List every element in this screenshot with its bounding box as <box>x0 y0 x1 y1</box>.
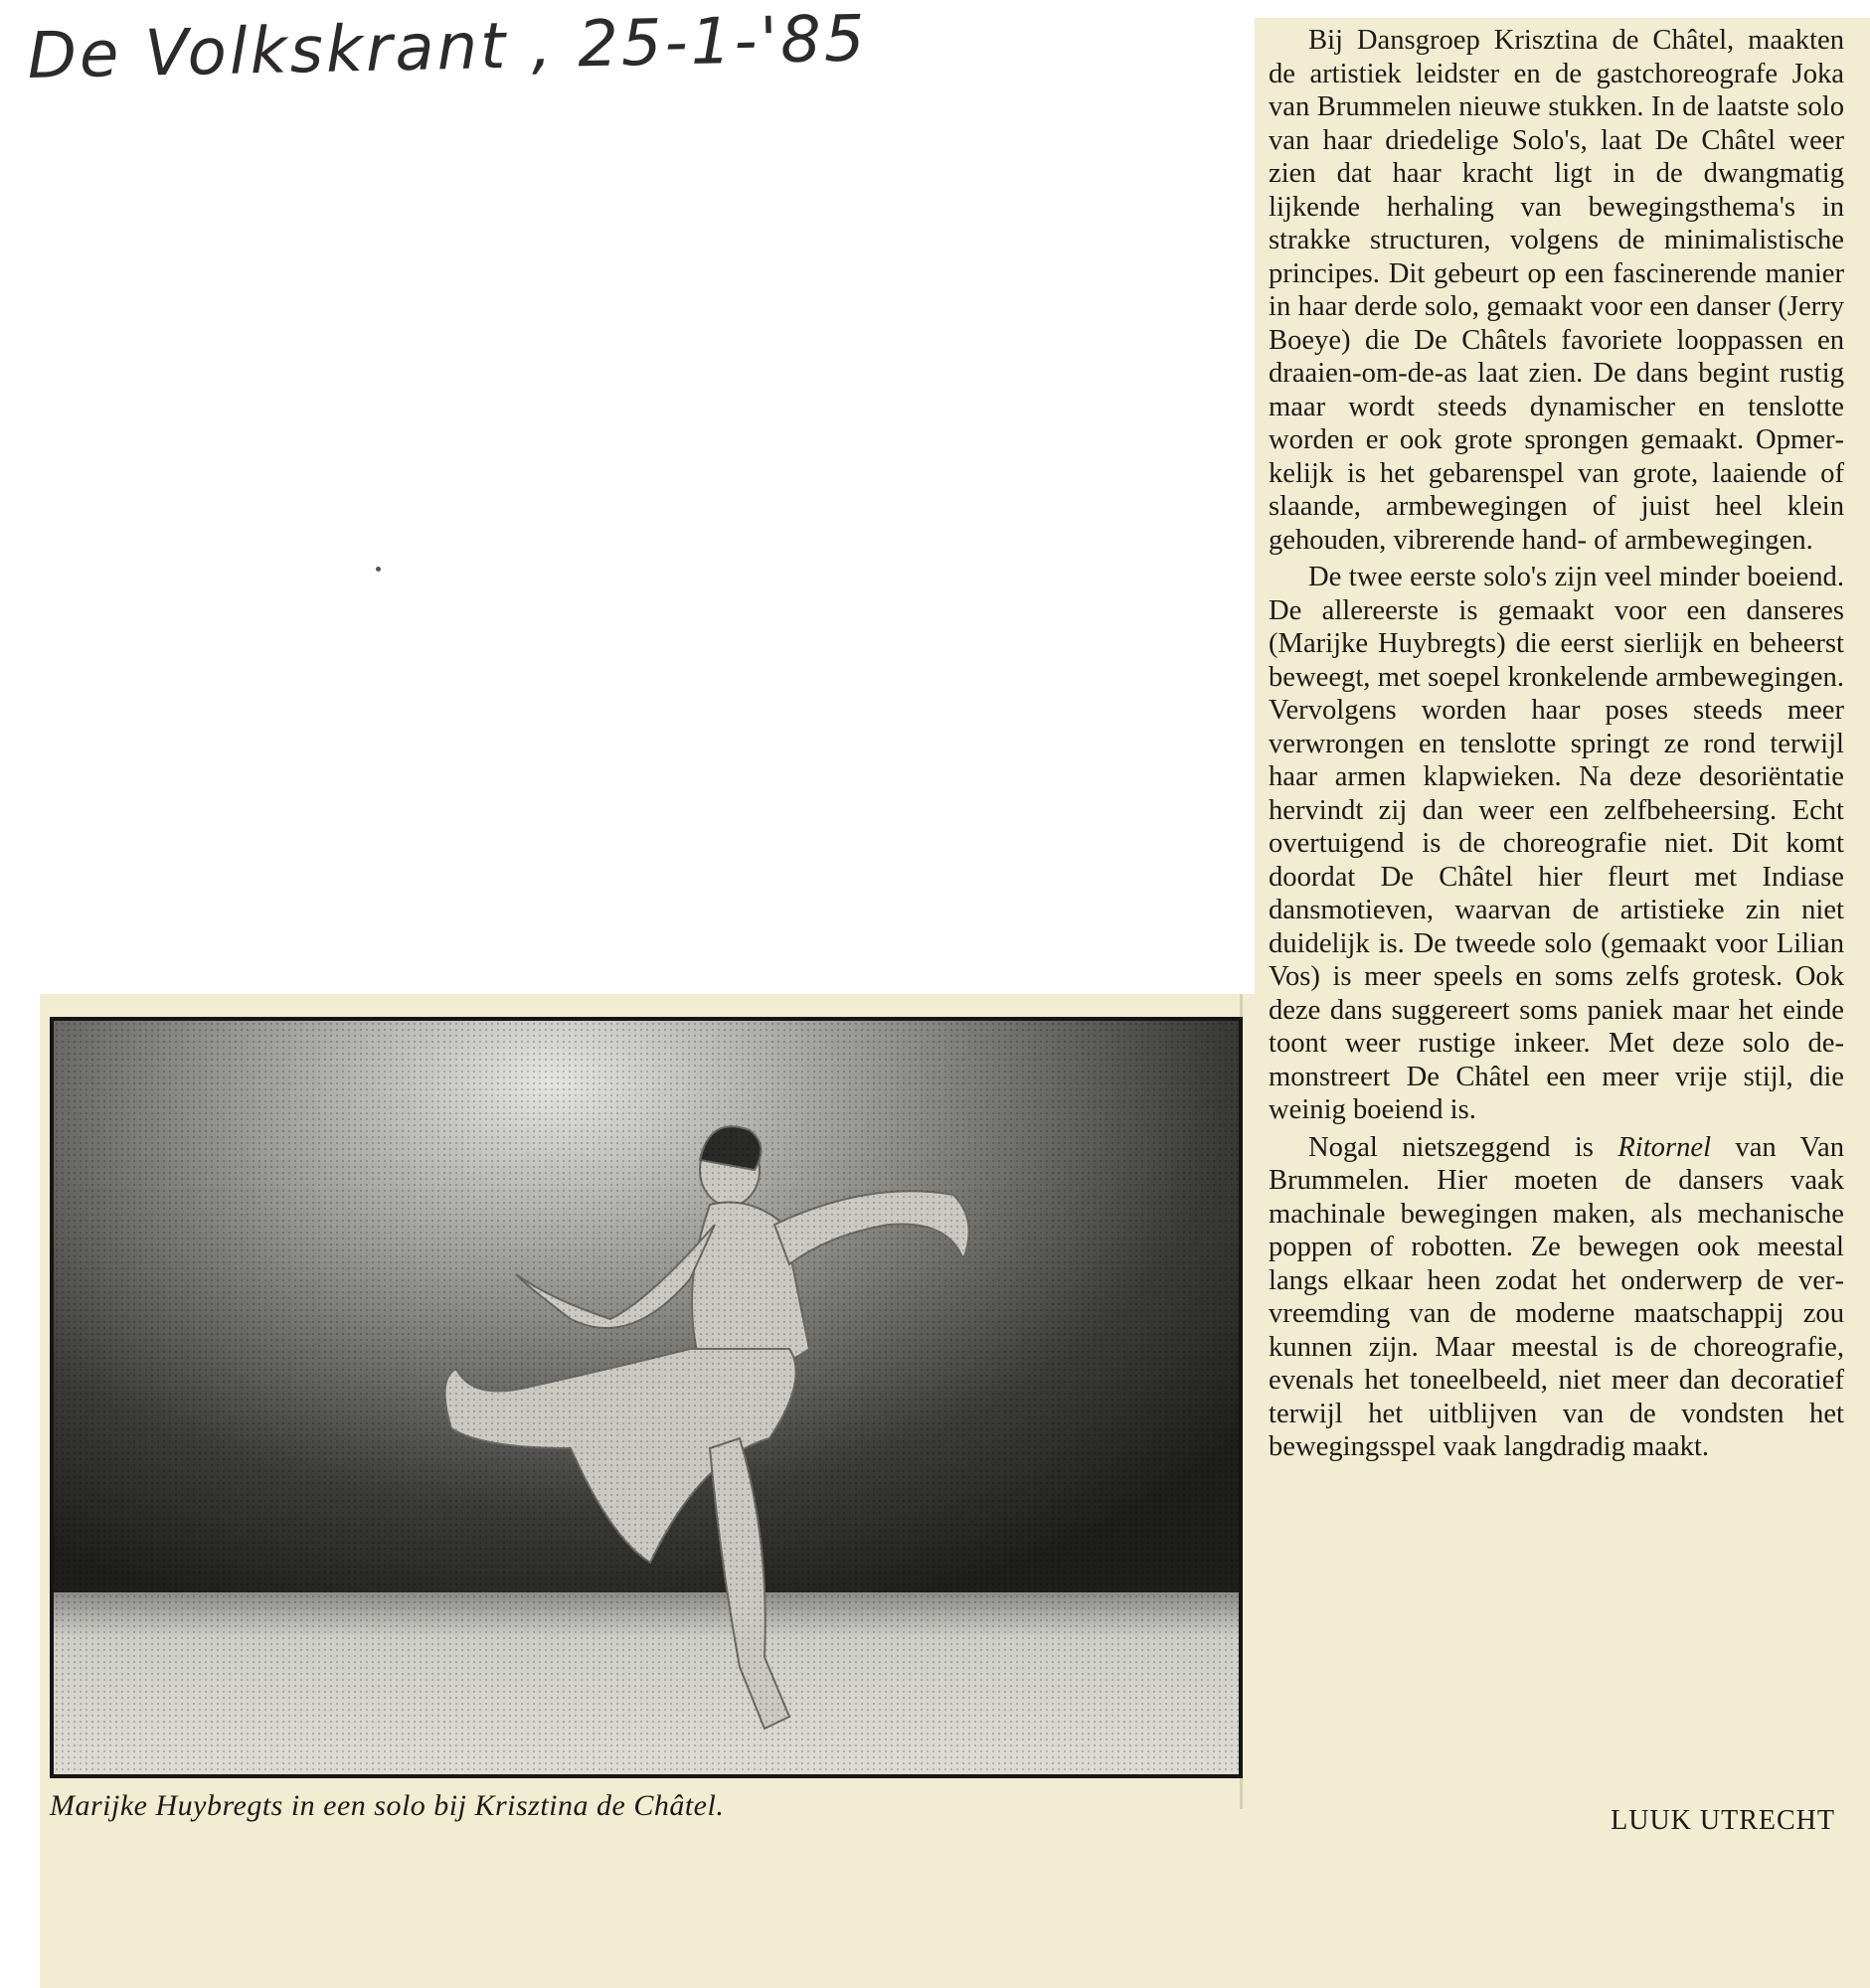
byline: LUUK UTRECHT <box>1611 1805 1835 1836</box>
article-paragraph-2: De twee eerste solo's zijn veel minder boeiend. De allereerste is gemaakt voor een danseres (Marijke Huybregts) die eerst sierlijk en beheerst beweegt, met soepel kronkelende armbewegingen. Vervolgens worden haar poses steeds meer verwrongen en tenslotte springt ze rond terwijl haar armen klapwieken. Na deze desoriëntatie hervindt zij dan weer een zelfbeheersing. Echt overtuigend is de choreografie niet. Dit komt doordat De Châtel hier fleurt met Indiase dansmotieven, waarvan de artistieke zin niet duidelijk is. De tweede solo (gemaakt voor Lilian Vos) is meer speels en soms zelfs grotesk. Ook deze dans suggereert soms paniek maar het einde toont weer rustige inkeer. Met deze solo demonstreert De Châtel een meer vrije stijl, die weinig boeiend is. <box>1269 562 1844 1125</box>
paragraph-3-rest: van Van Brummelen. Hier moeten de dansers vaak machinale bewegingen maken, als mechanische poppen of robotten. Ze bewegen ook meestal langs elkaar heen zodat het onderwerp de vervreemding van de moderne maatschappij zou kunnen zijn. Maar meestal is de choreografie, evenals het toneelbeeld, niet meer dan decoratief terwijl het uitblijven van de vondsten het bewegingsspel vaak langdradig maakt. <box>1269 1131 1844 1462</box>
handwritten-date-note: De Volkskrant , 25-1-'85 <box>26 2 869 93</box>
photo-caption: Marijke Huybregts in een solo bij Krisztina de Châtel. <box>50 1789 725 1822</box>
dancer-photo-image <box>54 1021 1239 1774</box>
dancer-photo <box>50 1017 1243 1778</box>
paragraph-3-lead: Nogal nietszeggend is <box>1308 1131 1618 1163</box>
work-title: Ritornel <box>1617 1131 1712 1163</box>
article-paragraph-1: Bij Dansgroep Krisztina de Châtel, maakten de artistiek leidster en de gastchoreografe Joka van Brummelen nieuwe stukken. In de laatste solo van haar driedelige Solo's, laat De Châtel weer zien dat haar kracht ligt in de dwangmatig lijkende herhaling van bewegingsthema's in strakke structuren, volgens de minimalistische principes. Dit gebeurt op een fascinerende manier in haar derde solo, gemaakt voor een danser (Jerry Boeye) die De Châtels favoriete looppassen en draaien-om-de-as laat zien. De dans begint rustig maar wordt steeds dynamischer en tenslotte worden er ook grote sprongen gemaakt. Opmerkelijk is het gebarenspel van grote, laaiende of slaande, armbewegingen of juist heel klein gehouden, vibrerende hand- of armbewegingen. <box>1269 25 1844 556</box>
article-paragraph-3 <box>1269 1131 1844 1464</box>
article-body <box>1269 24 1844 1464</box>
paper-speck <box>376 567 381 572</box>
